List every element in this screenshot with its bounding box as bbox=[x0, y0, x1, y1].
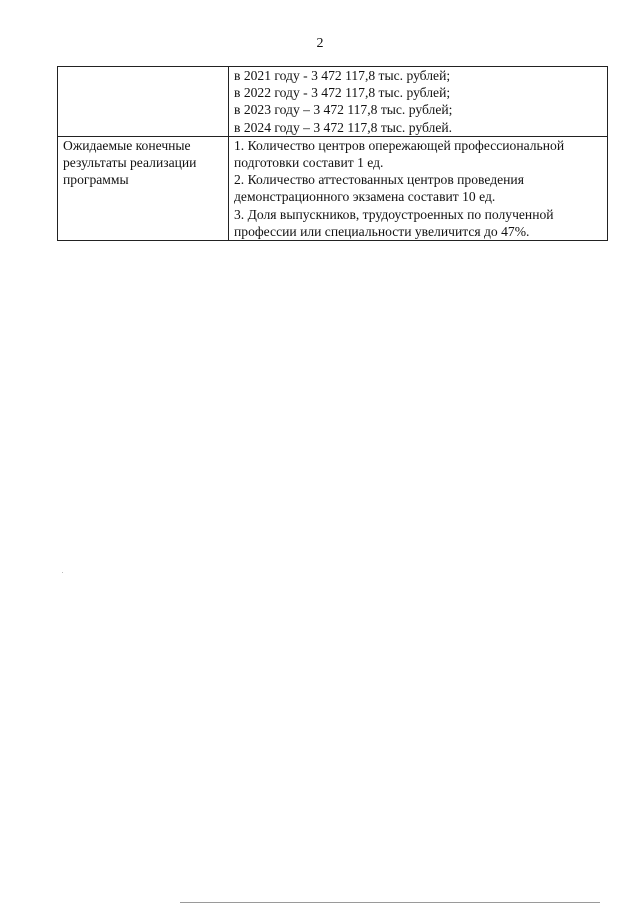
table-row-results bbox=[58, 136, 608, 240]
scan-bottom-edge bbox=[180, 902, 600, 903]
table-cell-funding bbox=[229, 67, 608, 137]
scan-speck bbox=[62, 572, 63, 573]
page-number: 2 bbox=[316, 36, 324, 51]
funding-line-2023: в 2023 году – 3 472 117,8 тыс. рублей; bbox=[234, 102, 453, 118]
table-cell-results-label: Ожидаемые конечные результаты реализации программы bbox=[58, 136, 229, 240]
result-item-3: 3. Доля выпускников, трудоустроенных по полученной профессии или специальности увеличится до 47%. bbox=[234, 206, 554, 239]
result-item-1: 1. Количество центров опережающей профессиональной подготовки составит 1 ед. bbox=[234, 137, 565, 171]
funding-line-2024: в 2024 году – 3 472 117,8 тыс. рублей. bbox=[234, 119, 453, 135]
funding-line-2021: в 2021 году - 3 472 117,8 тыс. рублей; bbox=[234, 68, 451, 83]
table-cell-results bbox=[229, 136, 608, 240]
table-row-funding bbox=[58, 67, 608, 137]
table-cell-label bbox=[58, 67, 229, 137]
result-item-2: 2. Количество аттестованных центров проведения демонстрационного экзамена составит 10 ед. bbox=[234, 172, 524, 205]
funding-line-2022: в 2022 году - 3 472 117,8 тыс. рублей; bbox=[234, 85, 451, 101]
program-passport-table bbox=[57, 66, 608, 241]
